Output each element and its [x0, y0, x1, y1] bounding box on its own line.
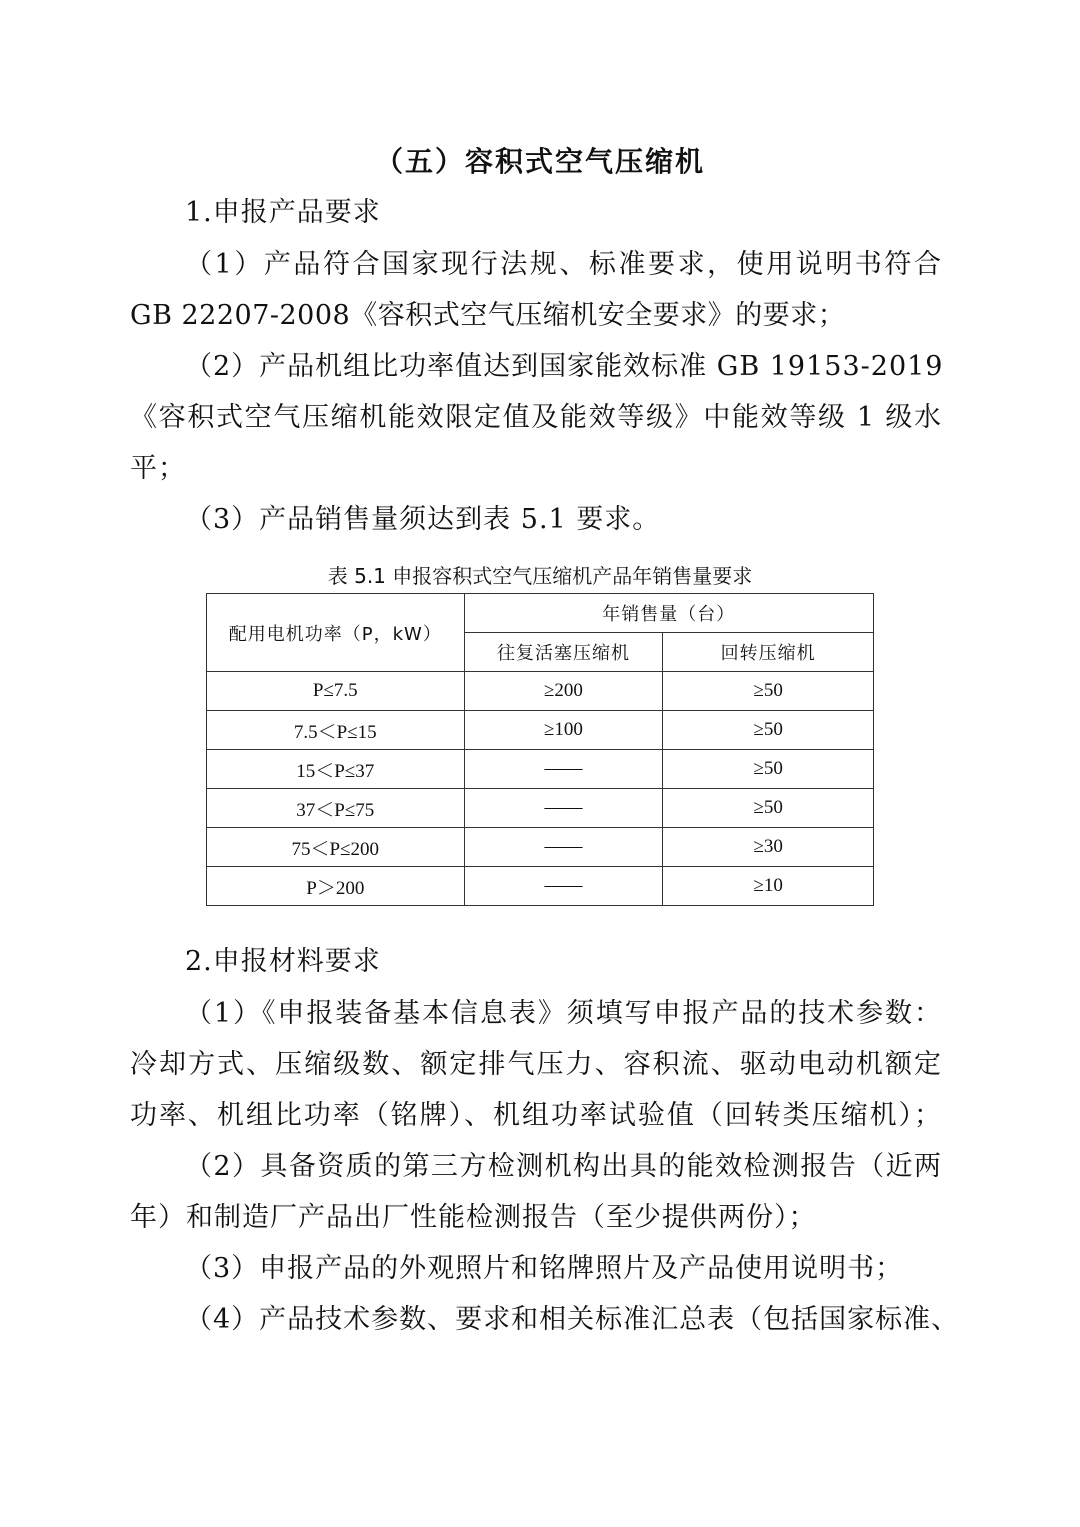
table-caption: 表 5.1 申报容积式空气压缩机产品年销售量要求 — [327, 564, 753, 588]
s1-item2-line1: （2）产品机组比功率值达到国家能效标准 GB 19153-2019 — [185, 351, 944, 382]
cell-piston: —— — [464, 750, 663, 789]
header-sales: 年销售量（台） — [464, 594, 873, 633]
s2-item2-line1: （2）具备资质的第三方检测机构出具的能效检测报告（近两 — [185, 1151, 942, 1182]
header-power: 配用电机功率（P，kW） — [207, 594, 465, 672]
cell-power: P＞200 — [207, 867, 465, 906]
s2-item2-line2: 年）和制造厂产品出厂性能检测报告（至少提供两份）； — [130, 1202, 817, 1233]
cell-power: 37＜P≤75 — [207, 789, 465, 828]
s2-item1-line2: 冷却方式、压缩级数、额定排气压力、容积流、驱动电动机额定 — [130, 1049, 942, 1080]
cell-piston: —— — [464, 789, 663, 828]
cell-power: 75＜P≤200 — [207, 828, 465, 867]
s1-item1-line1: （1）产品符合国家现行法规、标准要求，使用说明书符合 — [185, 249, 942, 280]
s1-item3: （3）产品销售量须达到表 5.1 要求。 — [185, 504, 661, 535]
section-title: （五）容积式空气压缩机 — [374, 145, 705, 178]
s2-item1-line1: （1）《申报装备基本信息表》须填写申报产品的技术参数： — [185, 998, 942, 1029]
cell-power: 7.5＜P≤15 — [207, 711, 465, 750]
table-row — [207, 789, 874, 828]
cell-rotary: ≥10 — [663, 867, 874, 906]
s1-item2-line2: 《容积式空气压缩机能效限定值及能效等级》中能效等级 1 级水 — [130, 402, 942, 433]
header-piston: 往复活塞压缩机 — [464, 633, 663, 672]
table-row — [207, 750, 874, 789]
cell-piston: ≥100 — [464, 711, 663, 750]
section1-heading: 1.申报产品要求 — [185, 197, 381, 228]
cell-rotary: ≥50 — [663, 789, 874, 828]
header-rotary: 回转压缩机 — [663, 633, 874, 672]
s1-item1-line2: GB 22207-2008《容积式空气压缩机安全要求》的要求； — [130, 300, 846, 331]
section2-heading: 2.申报材料要求 — [185, 946, 381, 977]
s1-item2-line3: 平； — [130, 453, 186, 484]
table-row — [207, 672, 874, 711]
s2-item1-line3: 功率、机组比功率（铭牌）、机组功率试验值（回转类压缩机）； — [130, 1100, 942, 1131]
sales-requirement-table — [206, 593, 874, 906]
cell-piston: —— — [464, 867, 663, 906]
cell-power: P≤7.5 — [207, 672, 465, 711]
cell-rotary: ≥50 — [663, 672, 874, 711]
table-row — [207, 867, 874, 906]
cell-rotary: ≥30 — [663, 828, 874, 867]
s2-item3: （3）申报产品的外观照片和铭牌照片及产品使用说明书； — [185, 1253, 904, 1284]
cell-power: 15＜P≤37 — [207, 750, 465, 789]
cell-rotary: ≥50 — [663, 750, 874, 789]
s2-item4: （4）产品技术参数、要求和相关标准汇总表（包括国家标准、 — [185, 1304, 960, 1335]
table-row — [207, 828, 874, 867]
cell-piston: ≥200 — [464, 672, 663, 711]
table-row — [207, 711, 874, 750]
cell-piston: —— — [464, 828, 663, 867]
cell-rotary: ≥50 — [663, 711, 874, 750]
